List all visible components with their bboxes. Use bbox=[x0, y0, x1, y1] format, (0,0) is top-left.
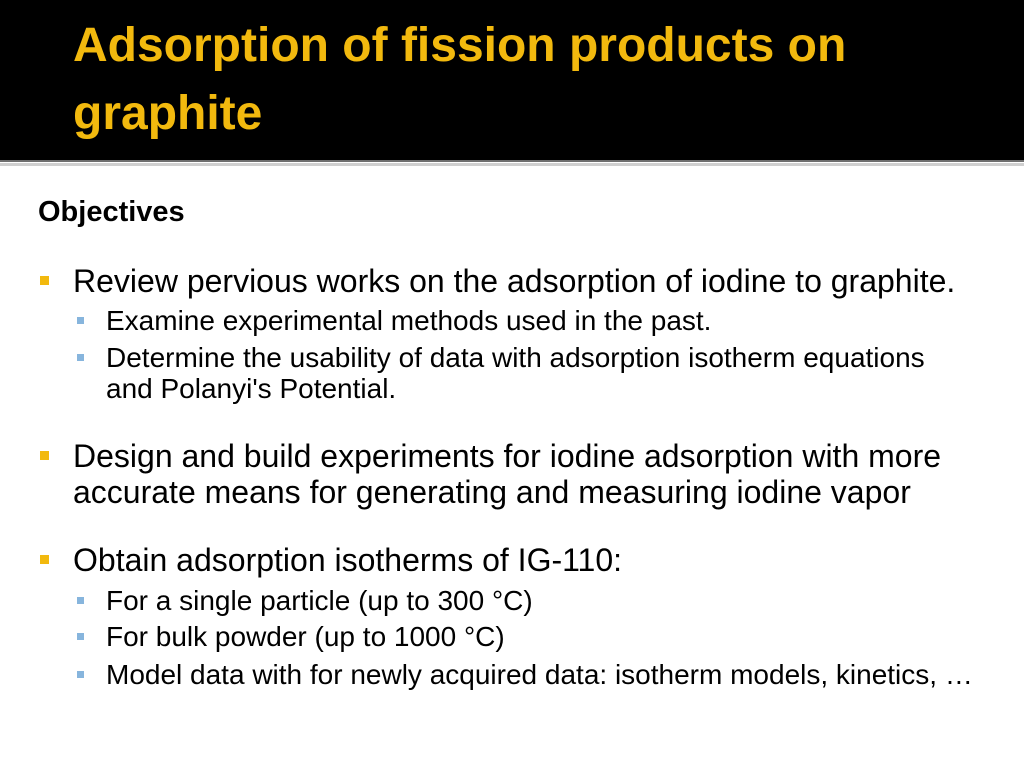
square-bullet-icon bbox=[40, 451, 49, 460]
square-bullet-icon bbox=[40, 276, 49, 285]
sub-bullet-text-line: Determine the usability of data with adsorption isotherm equations bbox=[106, 342, 925, 373]
sub-bullet-text-line: Model data with for newly acquired data: isotherm models, kinetics, … bbox=[106, 659, 973, 690]
sub-bullet-item bbox=[106, 621, 505, 652]
bullet-item bbox=[73, 542, 622, 578]
bullet-text-line: accurate means for generating and measuring iodine vapor bbox=[73, 474, 911, 510]
square-bullet-icon bbox=[40, 555, 49, 564]
square-bullet-icon bbox=[77, 597, 84, 604]
sub-bullet-item bbox=[106, 342, 925, 404]
square-bullet-icon bbox=[77, 317, 84, 324]
bullet-text-line: Review pervious works on the adsorption of iodine to graphite. bbox=[73, 263, 956, 299]
sub-bullet-text-line: For bulk powder (up to 1000 °C) bbox=[106, 621, 505, 652]
bullet-item bbox=[73, 438, 941, 510]
bullet-text-line: Design and build experiments for iodine adsorption with more bbox=[73, 438, 942, 474]
square-bullet-icon bbox=[77, 671, 84, 678]
sub-bullet-item bbox=[106, 585, 533, 616]
bullet-item bbox=[73, 263, 955, 299]
sub-bullet-item bbox=[106, 659, 973, 690]
sub-bullet-text-line: Examine experimental methods used in the past. bbox=[106, 305, 712, 336]
sub-bullet-text-line: and Polanyi's Potential. bbox=[106, 373, 397, 404]
slide-title: Adsorption of fission products on graphite bbox=[73, 19, 847, 140]
bullet-text-line: Obtain adsorption isotherms of IG-110: bbox=[73, 542, 623, 578]
objectives-heading: Objectives bbox=[38, 196, 185, 228]
sub-bullet-text-line: For a single particle (up to 300 °C) bbox=[106, 585, 533, 616]
sub-bullet-item bbox=[106, 305, 711, 336]
square-bullet-icon bbox=[77, 633, 84, 640]
square-bullet-icon bbox=[77, 354, 84, 361]
